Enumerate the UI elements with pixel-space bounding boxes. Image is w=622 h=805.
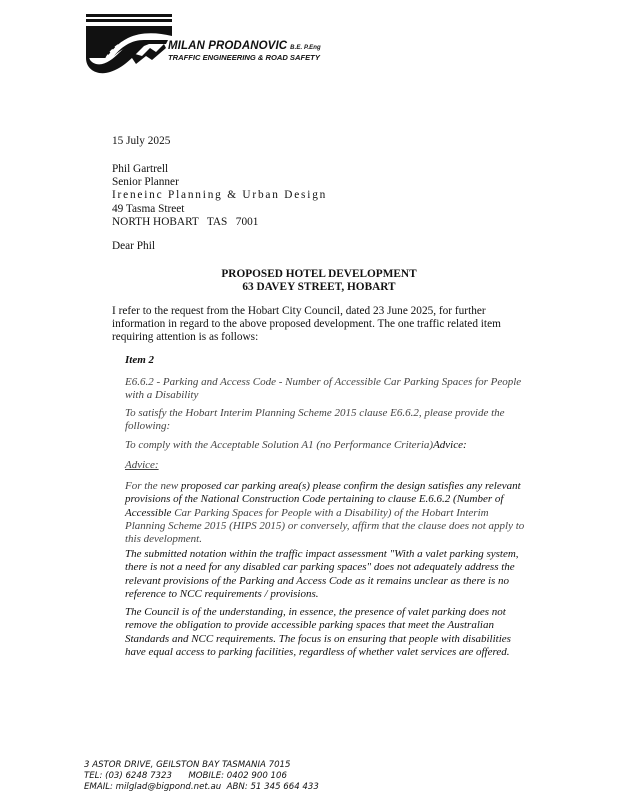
item-title: Item 2	[125, 354, 155, 366]
recipient-address	[112, 163, 327, 229]
advice-label: Advice:	[125, 459, 159, 471]
item-paragraph-2: To satisfy the Hobart Interim Planning Scheme 2015 clause E6.6.2, please provide the following:	[125, 407, 505, 433]
item-paragraph-1: E6.6.2 - Parking and Access Code - Number of Accessible Car Parking Spaces for People with a Disability	[125, 376, 522, 402]
credentials: B.E. P.Eng	[290, 45, 321, 51]
subject-heading	[112, 268, 526, 295]
letter-footer	[84, 760, 319, 793]
letterhead-text	[168, 41, 321, 61]
recipient-name: Phil Gartrell	[112, 163, 169, 175]
recipient-street: 49 Tasma Street	[112, 202, 185, 215]
recipient-company: Ireneinc Planning & Urban Design	[112, 189, 328, 202]
subject-line-1: PROPOSED HOTEL DEVELOPMENT	[221, 268, 417, 280]
intro-paragraph: I refer to the request from the Hobart City Council, dated 23 June 2025, for further information in regard to the above proposed development. The one traffic related item requiring attention is as follows:	[112, 305, 501, 344]
footer-address: 3 ASTOR DRIVE, GEILSTON BAY TASMANIA 7015	[84, 760, 291, 770]
company-tagline: TRAFFIC ENGINEERING & ROAD SAFETY	[168, 52, 320, 62]
footer-email-abn: EMAIL: milglad@bigpond.net.au ABN: 51 345 664 433	[84, 782, 319, 792]
footer-phones: TEL: (03) 6248 7323 MOBILE: 0402 900 106	[84, 771, 287, 781]
salutation: Dear Phil	[112, 240, 155, 252]
company-name: MILAN PRODANOVIC B.E. P.Eng	[168, 40, 321, 52]
letter-date: 15 July 2025	[112, 135, 171, 147]
item-paragraph-4: For the new proposed car parking area(s) please confirm the design satisfies any relevant provisions of the National Construction Code pertaining to clause E.6.6.2 (Number of Accessible Car Parking Spaces for People with a Disability) of the Hobart Interim Planning Scheme 2015 (HIPS 2015) or conversely, affirm that the clause does not apply to this development.	[125, 480, 525, 546]
item-paragraph-3: To comply with the Acceptable Solution A1 (no Performance Criteria)Advice:	[125, 439, 467, 451]
recipient-city: NORTH HOBART TAS 7001	[112, 215, 259, 228]
recipient-title: Senior Planner	[112, 176, 179, 189]
item-paragraph-6: The Council is of the understanding, in essence, the presence of valet parking does not remove the obligation to provide accessible parking spaces that meet the Australian Standards and NCC requirements. The focus is on ensuring that people with disabilities have equal access to parking facilities, regardless of whether valet services are offered.	[125, 606, 511, 658]
item-paragraph-5: The submitted notation within the traffic impact assessment "With a valet parking system, there is not a need for any disabled car parking spaces" does not adequately address the relevant provisions of the Parking and Access Code as it remains unclear as there is no reference to NCC requirements / provisions.	[125, 548, 519, 600]
subject-line-2: 63 DAVEY STREET, HOBART	[242, 281, 396, 294]
